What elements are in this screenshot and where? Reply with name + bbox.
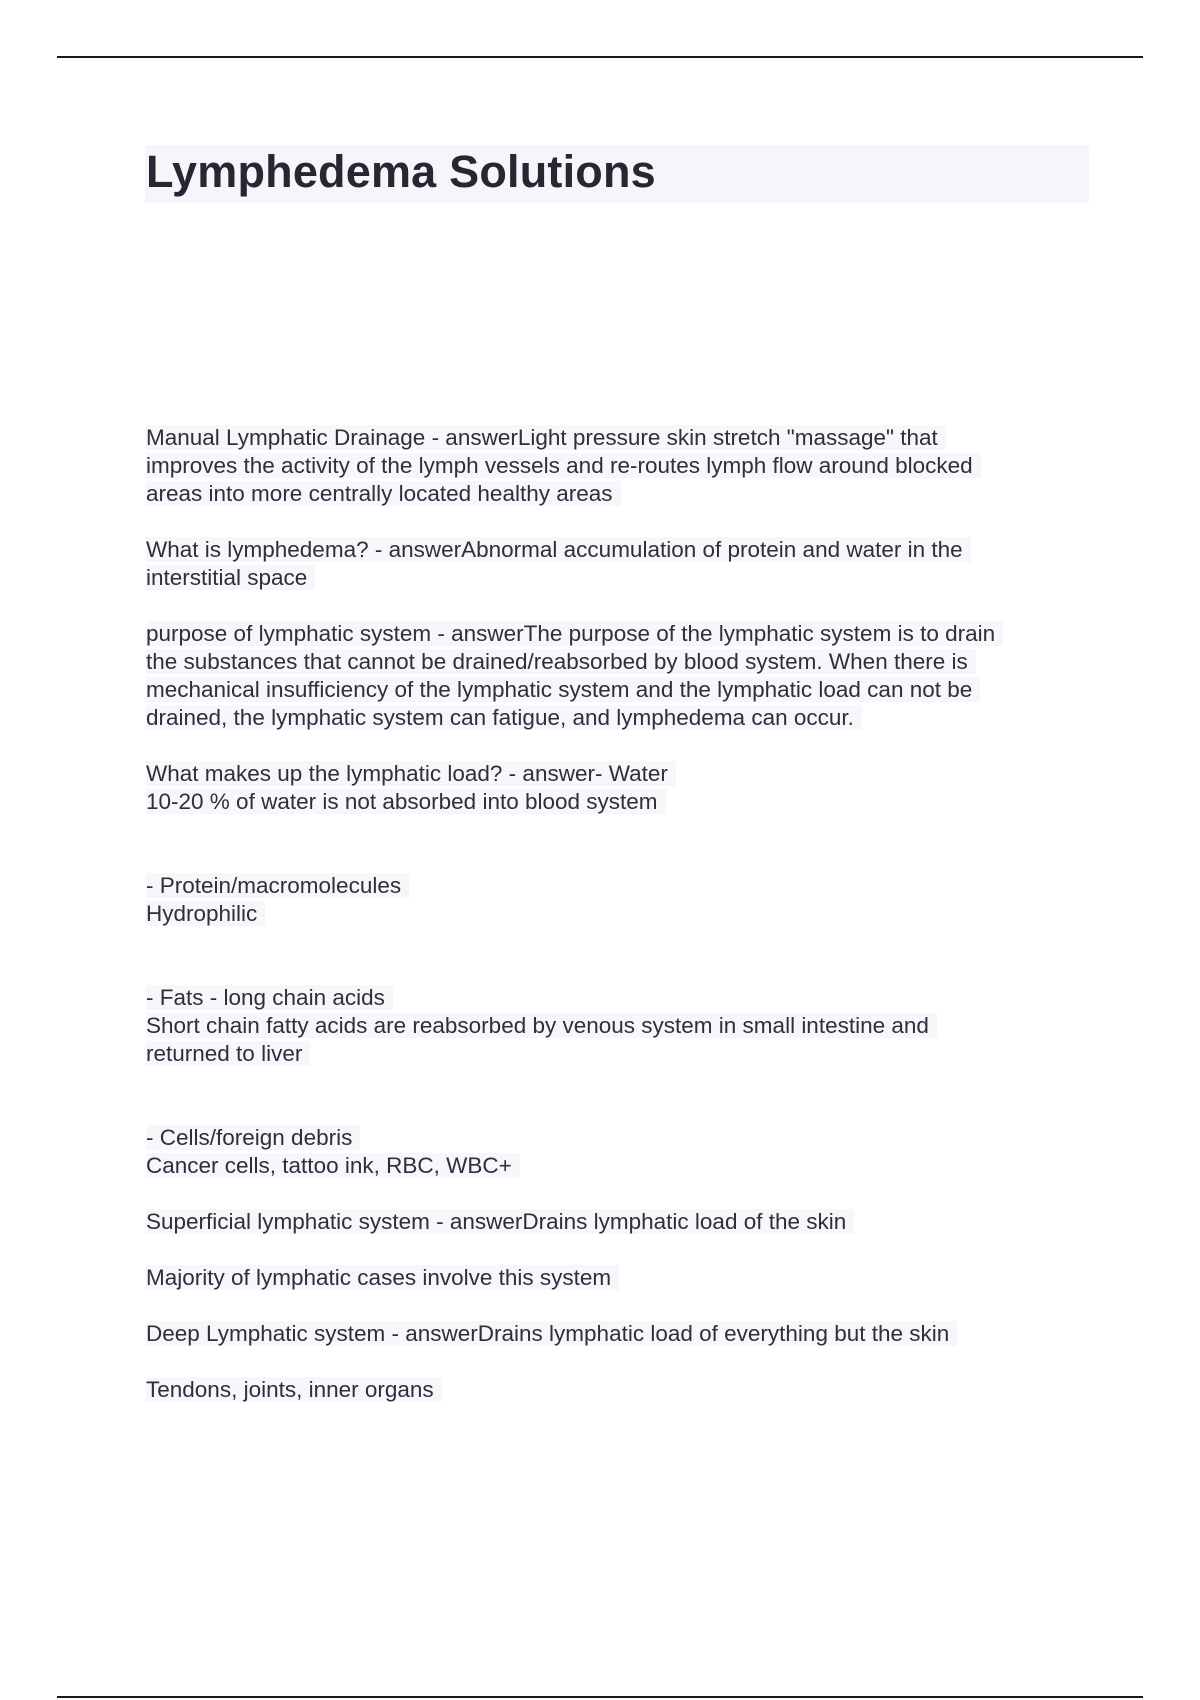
text-line: drained, the lymphatic system can fatigue, and lymphedema can occur. bbox=[146, 705, 862, 730]
text-line: - Protein/macromolecules bbox=[146, 873, 409, 898]
text-line: Short chain fatty acids are reabsorbed by venous system in small intestine and bbox=[146, 1013, 937, 1038]
load-item-cells bbox=[146, 1124, 1086, 1180]
text-line: improves the activity of the lymph vessels and re-routes lymph flow around blocked bbox=[146, 453, 981, 478]
qa-superficial-lymphatic-system bbox=[146, 1208, 1086, 1236]
qa-manual-lymphatic-drainage bbox=[146, 424, 1086, 508]
text-line: returned to liver bbox=[146, 1041, 310, 1066]
qa-what-is-lymphedema bbox=[146, 536, 1086, 592]
text-line: purpose of lymphatic system - answerThe purpose of the lymphatic system is to drain bbox=[146, 621, 1003, 646]
text-line: Manual Lymphatic Drainage - answerLight pressure skin stretch "massage" that bbox=[146, 425, 946, 450]
text-line: Tendons, joints, inner organs bbox=[146, 1377, 442, 1402]
document-body bbox=[146, 424, 1086, 1404]
top-rule bbox=[57, 56, 1143, 58]
text-line: mechanical insufficiency of the lymphatic system and the lymphatic load can not be bbox=[146, 677, 980, 702]
text-line: Deep Lymphatic system - answerDrains lymphatic load of everything but the skin bbox=[146, 1321, 957, 1346]
text-line: 10-20 % of water is not absorbed into blood system bbox=[146, 789, 666, 814]
bottom-rule bbox=[57, 1696, 1143, 1698]
text-line: What makes up the lymphatic load? - answer- Water bbox=[146, 761, 676, 786]
qa-purpose-of-lymphatic-system bbox=[146, 620, 1086, 732]
text-line: Majority of lymphatic cases involve this system bbox=[146, 1265, 619, 1290]
text-line: areas into more centrally located healthy areas bbox=[146, 481, 621, 506]
qa-lymphatic-load bbox=[146, 760, 1086, 816]
text-line: Cancer cells, tattoo ink, RBC, WBC+ bbox=[146, 1153, 520, 1178]
note-tendons-joints bbox=[146, 1376, 1086, 1404]
text-line: What is lymphedema? - answerAbnormal accumulation of protein and water in the bbox=[146, 537, 971, 562]
qa-deep-lymphatic-system bbox=[146, 1320, 1086, 1348]
text-line: interstitial space bbox=[146, 565, 315, 590]
text-line: Hydrophilic bbox=[146, 901, 265, 926]
load-item-protein bbox=[146, 872, 1086, 928]
text-line: the substances that cannot be drained/reabsorbed by blood system. When there is bbox=[146, 649, 976, 674]
page-title: Lymphedema Solutions bbox=[146, 146, 656, 197]
load-item-fats bbox=[146, 984, 1086, 1068]
note-majority-of-cases bbox=[146, 1264, 1086, 1292]
text-line: Superficial lymphatic system - answerDrains lymphatic load of the skin bbox=[146, 1209, 854, 1234]
text-line: - Cells/foreign debris bbox=[146, 1125, 360, 1150]
text-line: - Fats - long chain acids bbox=[146, 985, 393, 1010]
